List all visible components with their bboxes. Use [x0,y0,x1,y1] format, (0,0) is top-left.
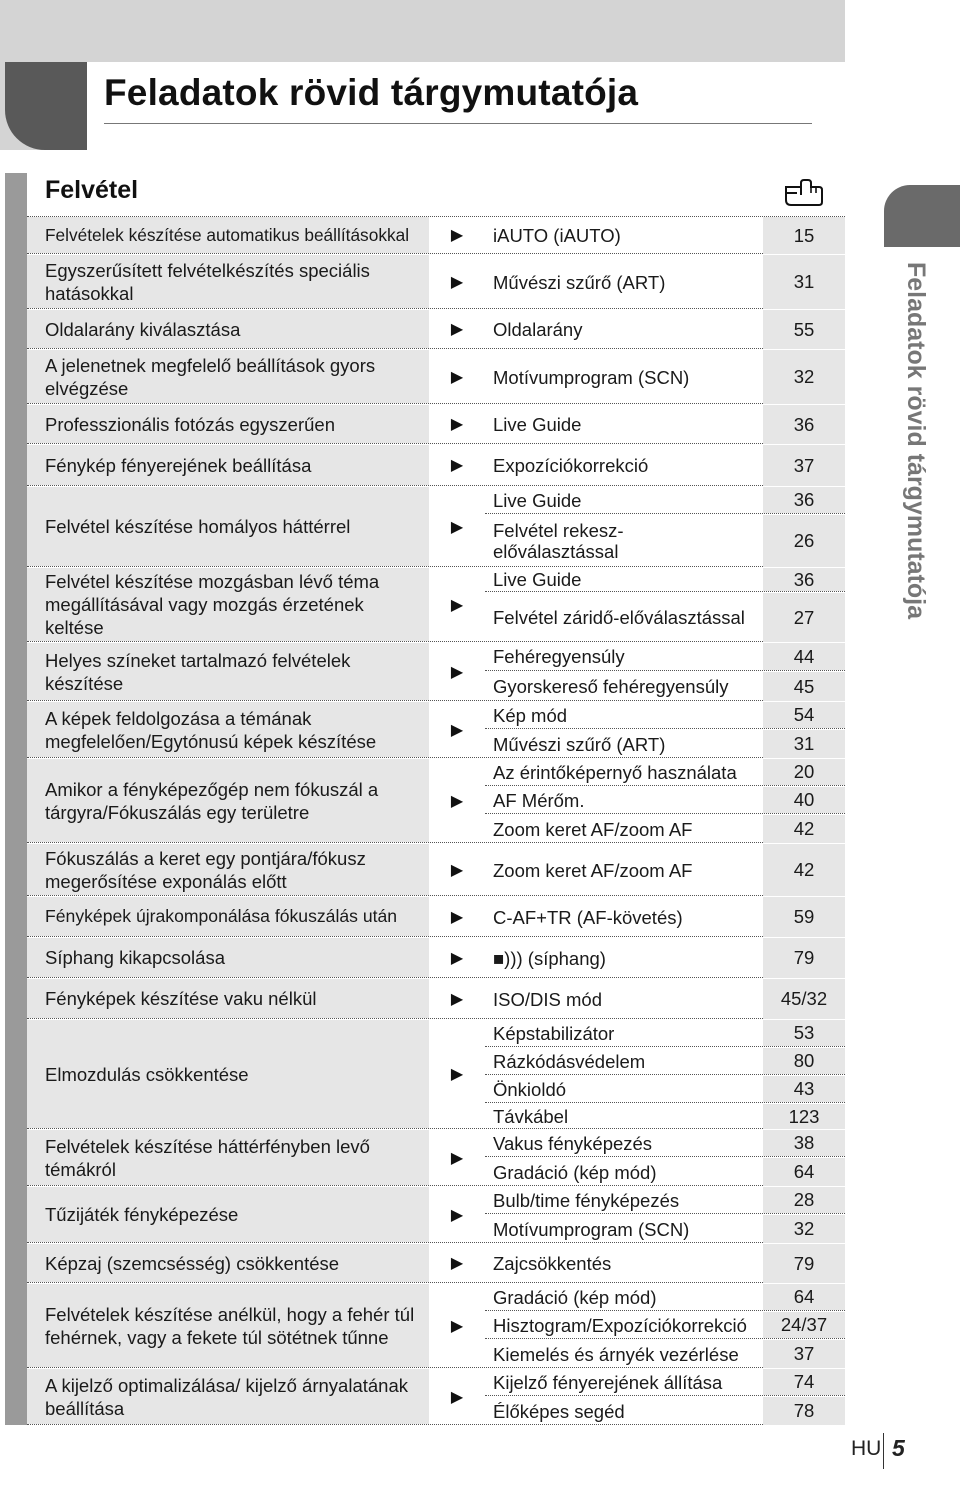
table-row [27,445,845,486]
reference-page: 45/32 [763,979,845,1019]
reference-name: Motívumprogram (SCN) [493,1218,690,1240]
reference-line [485,1284,845,1311]
reference-line [485,445,845,486]
page-number: 5 [892,1435,905,1461]
task-label: Tűzijáték fényképezése [27,1187,429,1242]
reference-line [485,310,845,349]
page-reference-hand-icon [783,177,823,207]
reference-page: 15 [763,217,845,254]
reference-name: Fehéregyensúly [493,646,625,667]
reference-line [485,979,845,1019]
reference-name: iAUTO (iAUTO) [493,225,621,246]
reference-name: C-AF+TR (AF-követés) [493,906,683,928]
reference-line [485,897,845,937]
task-label: Oldalarány kiválasztása [27,310,429,348]
task-label: Fénykép fényerejének beállítása [27,445,429,485]
arrow-icon: ▶ [450,663,464,681]
reference-page: 36 [763,405,845,444]
page-title: Feladatok rövid tárgymutatója [104,72,639,113]
section-title: Felvétel [45,176,139,204]
reference-page: 59 [763,897,845,937]
task-label: A kijelző optimalizálása/ kijelző árnyalatának beállítása [27,1369,429,1424]
reference-name: Gyorskereső fehéregyensúly [493,676,729,697]
reference-line [485,815,845,843]
task-label: A jelenetnek megfelelő beállítások gyors elvégzése [27,350,429,403]
reference-name: Felvétel záridő-előválasztással [493,607,745,628]
reference-line [485,1340,845,1368]
reference-line [485,1244,845,1283]
table-row [27,897,845,937]
reference-name: Gradáció (kép mód) [493,1286,657,1308]
task-label: A képek feldolgozása a témának megfelelően/Egytónusú képek készítése [27,702,429,757]
section-heading [27,173,845,217]
reference-name: Felvétel rekesz-előválasztással [493,520,624,562]
reference-name: Live Guide [493,414,582,435]
reference-line [485,672,845,701]
reference-page: 64 [763,1158,845,1186]
reference-line [485,405,845,444]
left-margin-bar [5,173,27,1425]
reference-name: Live Guide [493,569,582,590]
arrow-icon: ▶ [450,1149,464,1167]
reference-name: Élőképes segéd [493,1400,625,1422]
reference-page: 43 [763,1076,845,1102]
task-label: Helyes színeket tartalmazó felvételek készítése [27,643,429,700]
reference-name: Önkioldó [493,1078,567,1100]
reference-name: Gradáció (kép mód) [493,1161,657,1183]
arrow-icon: ▶ [450,908,464,926]
table-row [27,702,845,758]
reference-page: 53 [763,1020,845,1046]
table-row [27,487,845,567]
table-row [27,310,845,349]
reference-line [485,1369,845,1396]
reference-line [485,1158,845,1186]
table-row [27,979,845,1019]
table-row [27,568,845,642]
reference-page: 37 [763,1340,845,1368]
reference-name: Zoom keret AF/zoom AF [493,818,693,840]
table-row [27,1020,845,1129]
task-label: Fókuszálás a keret egy pontjára/fókusz megerősítése exponálás előtt [27,844,429,895]
reference-line [485,1187,845,1214]
reference-page: 74 [763,1369,845,1395]
table-row [27,643,845,701]
reference-line [485,568,845,592]
reference-line [485,1020,845,1047]
reference-line [485,1215,845,1243]
task-label: Felvétel készítése homályos háttérrel [27,487,429,566]
reference-name: Kép mód [493,704,568,726]
reference-line [485,217,845,254]
table-row [27,1244,845,1283]
arrow-icon: ▶ [450,518,464,536]
arrow-icon: ▶ [450,457,464,474]
table-row [27,759,845,843]
reference-page: 36 [763,568,845,591]
reference-name: Képstabilizátor [493,1022,615,1044]
reference-line [485,1104,845,1129]
reference-line [485,255,845,309]
reference-name: Bulb/time fényképezés [493,1189,680,1211]
reference-page: 40 [763,787,845,813]
reference-name: Zajcsökkentés [493,1253,612,1274]
table-row [27,938,845,978]
arrow-icon: ▶ [450,273,464,291]
reference-page: 27 [763,593,845,642]
arrow-icon: ▶ [450,990,464,1008]
reference-line [485,1048,845,1075]
chapter-side-label: Feladatok rövid tárgymutatója [902,262,930,620]
table-row [27,217,845,254]
arrow-icon: ▶ [450,1206,464,1224]
reference-page: 64 [763,1284,845,1310]
reference-line [485,1130,845,1157]
reference-name: Az érintőképernyő használata [493,761,737,783]
reference-line [485,844,845,896]
reference-name: Motívumprogram (SCN) [493,366,690,388]
table-row [27,1187,845,1243]
reference-line [485,487,845,514]
task-label: Felvételek készítése háttérfényben levő témákról [27,1130,429,1185]
task-label: Amikor a fényképezőgép nem fókuszál a tárgyra/Fókuszálás egy területre [27,759,429,842]
task-label: Felvétel készítése mozgásban lévő téma megállításával vagy mozgás érzetének keltése [27,568,429,641]
reference-page: 55 [763,310,845,349]
task-label: Felvételek készítése anélkül, hogy a fehér túl fehérnek, vagy a fekete túl sötétnek tűnne [27,1284,429,1367]
reference-line [485,1312,845,1339]
reference-name: Rázkódásvédelem [493,1050,646,1072]
reference-name: Kijelző fényerejének állítása [493,1371,723,1393]
reference-page: 32 [763,1215,845,1243]
task-label: Síphang kikapcsolása [27,938,429,977]
table-row [27,350,845,404]
reference-name: ■))) (síphang) [493,947,606,969]
reference-page: 44 [763,643,845,670]
arrow-icon: ▶ [450,792,464,810]
reference-name: Zoom keret AF/zoom AF [493,859,693,881]
arrow-icon: ▶ [450,721,464,739]
arrow-icon: ▶ [450,1066,464,1083]
task-label: Elmozdulás csökkentése [27,1020,429,1128]
reference-name: Távkábel [493,1106,569,1127]
arrow-icon: ▶ [450,368,464,386]
reference-page: 36 [763,487,845,513]
reference-page: 24/37 [763,1312,845,1338]
reference-page: 31 [763,255,845,309]
reference-name: Live Guide [493,489,582,511]
reference-line [485,1397,845,1425]
reference-name: Expozíciókorrekció [493,455,649,476]
task-label: Fényképek készítése vaku nélkül [27,979,429,1018]
reference-name: AF Mérőm. [493,789,585,811]
arrow-icon: ▶ [450,227,464,244]
table-row [27,1130,845,1186]
reference-line [485,759,845,786]
reference-line [485,350,845,404]
reference-name: Oldalarány [493,319,583,340]
task-label: Professzionális fotózás egyszerűen [27,405,429,443]
reference-line [485,702,845,729]
reference-line [485,1076,845,1103]
reference-name: Hisztogram/Expozíciókorrekció [493,1314,747,1336]
task-label: Felvételek készítése automatikus beállításokkal [27,217,429,253]
reference-name: ISO/DIS mód [493,988,602,1010]
reference-name: Művészi szűrő (ART) [493,733,666,755]
reference-line [485,515,845,567]
reference-line [485,730,845,758]
reference-line [485,938,845,978]
arrow-icon: ▶ [450,596,464,614]
table-row [27,255,845,309]
table-row [27,844,845,896]
reference-name: Kiemelés és árnyék vezérlése [493,1343,739,1365]
reference-page: 38 [763,1130,845,1156]
reference-page: 20 [763,759,845,785]
reference-line [485,643,845,671]
reference-page: 42 [763,844,845,896]
table-row [27,1284,845,1368]
reference-line [485,787,845,814]
language-code: HU [851,1437,882,1460]
arrow-icon: ▶ [450,861,464,879]
arrow-icon: ▶ [450,1388,464,1406]
chapter-tab [884,185,960,247]
task-label: Képzaj (szemcsésség) csökkentése [27,1244,429,1282]
reference-page: 79 [763,938,845,978]
title-rule [104,123,812,124]
reference-page: 54 [763,702,845,728]
arrow-icon: ▶ [450,1317,464,1335]
arrow-icon: ▶ [450,321,464,338]
task-label: Egyszerűsített felvételkészítés speciális hatásokkal [27,255,429,308]
reference-line [485,593,845,642]
reference-page: 42 [763,815,845,843]
header-tab [5,62,89,150]
reference-page: 45 [763,672,845,701]
arrow-icon: ▶ [450,416,464,433]
reference-page: 31 [763,730,845,758]
reference-page: 78 [763,1397,845,1425]
arrow-icon: ▶ [450,1255,464,1272]
reference-page: 79 [763,1244,845,1283]
footer-divider [883,1433,884,1469]
reference-name: Művészi szűrő (ART) [493,271,666,293]
reference-page: 37 [763,445,845,486]
reference-page: 123 [763,1104,845,1129]
table-row [27,1369,845,1425]
reference-page: 80 [763,1048,845,1074]
arrow-icon: ▶ [450,949,464,967]
reference-page: 28 [763,1187,845,1213]
table-row [27,405,845,444]
task-label: Fényképek újrakomponálása fókuszálás után [27,897,429,936]
reference-page: 32 [763,350,845,404]
reference-name: Vakus fényképezés [493,1132,653,1154]
reference-page: 26 [763,515,845,567]
